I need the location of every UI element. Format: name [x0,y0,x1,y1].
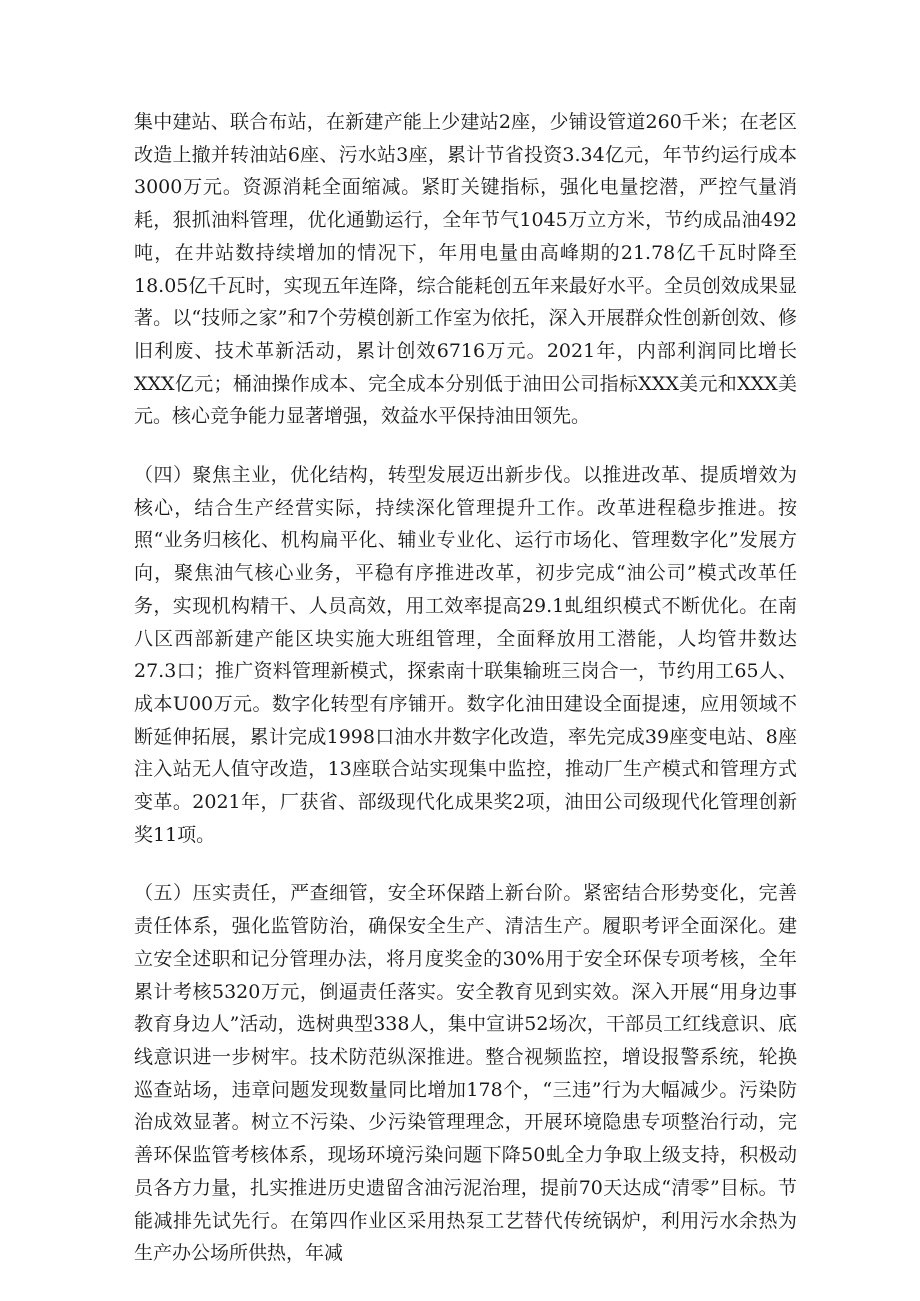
paragraph-section-four-reform: （四）聚焦主业，优化结构，转型发展迈出新步伐。以推进改革、提质增效为核心，结合生产经营实际，持续深化管理提升工作。改革进程稳步推进。按照“业务归核化、机构扁平化、辅业专业化、运行市场化、管理数字化”发展方向，聚焦油气核心业务，平稳有序推进改革，初步完成“油公司”模式改革任务，实现机构精干、人员高效，用工效率提高29.1虬组织模式不断优化。在南八区西部新建产能区块实施大班组管理，全面释放用工潜能，人均管井数达27.3口；推广资料管理新模式，探索南十联集输班三岗合一，节约用工65人、成本U00万元。数字化转型有序铺开。数字化油田建设全面提速，应用领域不断延伸拓展，累计完成1998口油水井数字化改造，率先完成39座变电站、8座注入站无人值守改造，13座联合站实现集中监控，推动厂生产模式和管理方式变革。2021年，厂获省、部级现代化成果奖2项，油田公司级现代化管理创新奖11项。 [134,464,797,846]
paragraph-section-five-safety: （五）压实责任，严查细管，安全环保踏上新台阶。紧密结合形势变化，完善责任体系，强化监管防治，确保安全生产、清洁生产。履职考评全面深化。建立安全述职和记分管理办法，将月度奖金的30%用于安全环保专项考核，全年累计考核5320万元，倒逼责任落实。安全教育见到实效。深入开展“用身边事教育身边人”活动，选树典型338人，集中宣讲52场次，干部员工红线意识、底线意识进一步树牢。技术防范纵深推进。整合视频监控，增设报警系统，轮换巡查站场，违章问题发现数量同比增加178个，“三违”行为大幅减少。污染防治成效显著。树立不污染、少污染管理理念，开展环境隐患专项整治行动，完善环保监管考核体系，现场环境污染问题下降50虬全力争取上级支持，积极动员各方力量，扎实推进历史遗留含油污泥治理，提前70天达成“清零”目标。节能减排先试先行。在第四作业区采用热泵工艺替代传统锅炉，利用污水余热为生产办公场所供热，年减 [134,882,797,1265]
paragraph-energy-savings: 集中建站、联合布站，在新建产能上少建站2座，少铺设管道260千米；在老区改造上撤并转油站6座、污水站3座，累计节省投资3.34亿元，年节约运行成本3000万元。资源消耗全面缩减。紧盯关键指标，强化电量挖潜，严控气量消耗，狠抓油料管理，优化通勤运行，全年节气1045万立方米，节约成品油492吨，在井站数持续增加的情况下，年用电量由高峰期的21.78亿千瓦时降至18.05亿千瓦时，实现五年连降，综合能耗创五年来最好水平。全员创效成果显著。以“技师之家”和7个劳模创新工作室为依托，深入开展群众性创新创效、修旧利废、技术革新活动，累计创效6716万元。2021年，内部利润同比增长XXX亿元；桶油操作成本、完全成本分别低于油田公司指标XXX美元和XXX美元。核心竞争能力显著增强，效益水平保持油田领先。 [134,111,797,428]
document-body [134,106,797,1270]
